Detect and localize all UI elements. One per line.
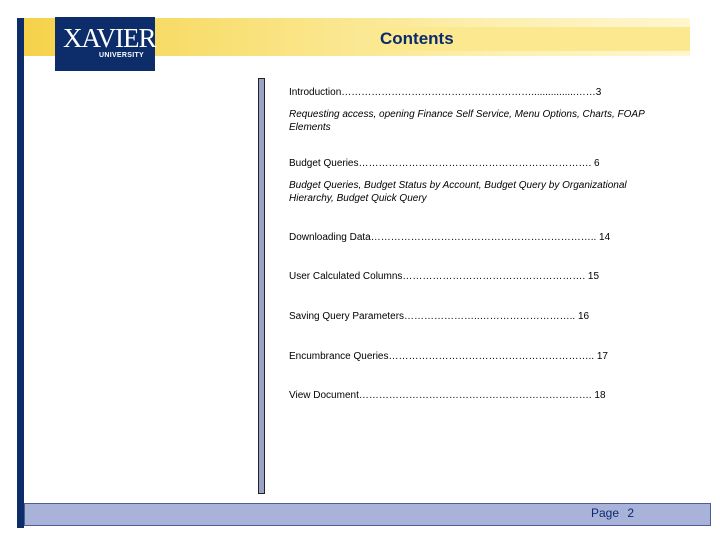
content-divider-bar bbox=[258, 78, 265, 494]
toc-entry-budget-queries: Budget Queries……………………………………………………………. 6 bbox=[289, 158, 600, 169]
left-accent-bar bbox=[17, 18, 24, 528]
logo-sub-text: UNIVERSITY bbox=[98, 52, 144, 59]
toc-entry-downloading-data: Downloading Data………………………………………………………….. 14 bbox=[289, 232, 611, 243]
page-number: Page 2 bbox=[591, 506, 635, 520]
toc-desc-introduction: Requesting access, opening Finance Self Service, Menu Options, Charts, FOAP Elements bbox=[289, 109, 645, 133]
toc-entry-introduction: Introduction…………………………………………………................……3 bbox=[289, 87, 602, 98]
toc-entry-saving-query-parameters: Saving Query Parameters…………………..……………………….. 16 bbox=[289, 311, 590, 322]
page-title: Contents bbox=[380, 29, 454, 48]
logo-main-text: XAVIER bbox=[63, 23, 156, 53]
toc-desc-budget-queries: Budget Queries, Budget Status by Account, Budget Query by Organizational Hierarchy, Budget Quick Query bbox=[289, 180, 627, 204]
toc-entry-encumbrance-queries: Encumbrance Queries…………………………………………………….. 17 bbox=[289, 351, 608, 362]
toc-entry-view-document: View Document……………………………………………………………. 18 bbox=[289, 390, 606, 401]
toc-entry-user-calculated-columns: User Calculated Columns………………………………………………. 15 bbox=[289, 271, 600, 282]
xavier-logo bbox=[55, 17, 155, 71]
